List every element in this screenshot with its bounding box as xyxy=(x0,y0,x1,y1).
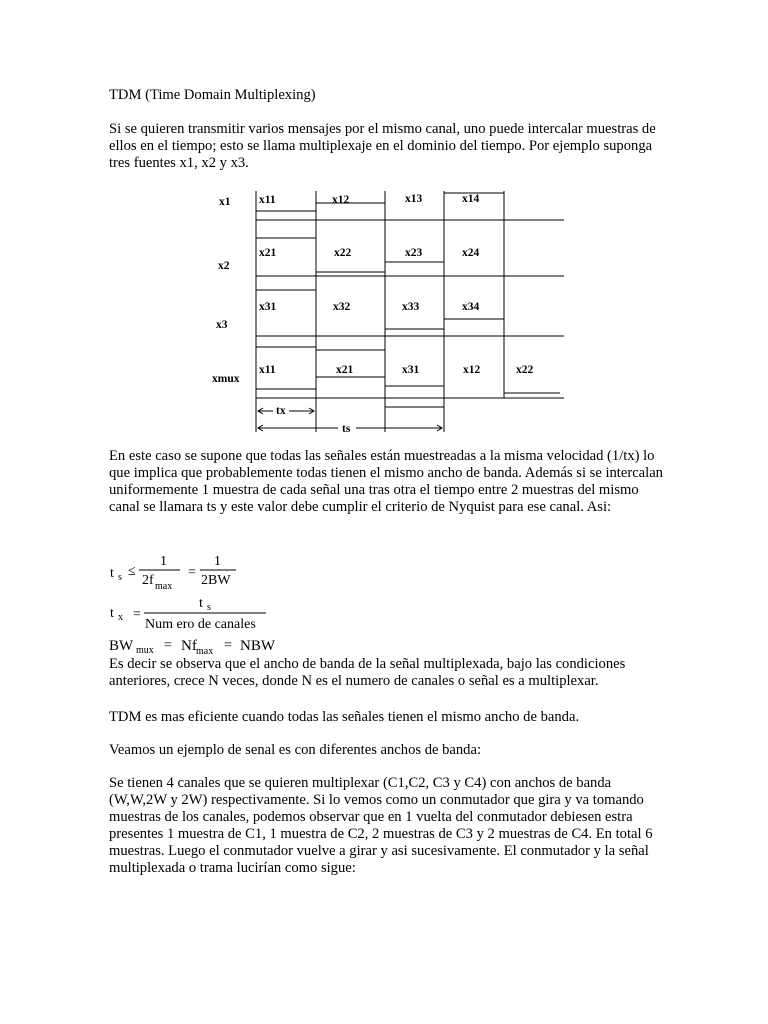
xmux-sample-5: x22 xyxy=(516,364,534,376)
x3-sample-4: x34 xyxy=(462,301,480,313)
tdm-timing-diagram xyxy=(0,185,768,435)
f3-bw: BW xyxy=(109,638,134,654)
f3-nf: Nf xyxy=(181,638,197,654)
f1-2bw: 2BW xyxy=(201,573,231,588)
x2-sample-1: x21 xyxy=(259,247,277,259)
x2-sample-3: x23 xyxy=(405,247,423,259)
x3-sample-3: x33 xyxy=(402,301,420,313)
xmux-sample-2: x21 xyxy=(336,364,354,376)
f1-numerator-2: 1 xyxy=(214,554,221,569)
tx-label: tx xyxy=(276,405,286,417)
f1-2f: 2f xyxy=(142,573,154,588)
example-intro-paragraph: Veamos un ejemplo de senal es con diferentes anchos de banda: xyxy=(109,742,482,758)
xmux-sample-3: x31 xyxy=(402,364,420,376)
row-label-x2: x2 xyxy=(218,260,230,272)
ts-label: ts xyxy=(342,423,351,435)
f1-numerator: 1 xyxy=(160,554,167,569)
x1-sample-1: x11 xyxy=(259,194,276,206)
intro-paragraph: Si se quieren transmitir varios mensajes por el mismo canal, uno puede intercalar muestras de ellos en el tiempo; esto se llama multiplexaje en el dominio del tiempo. Por ejemplo suponga tres fuentes x1, x2 y x3. xyxy=(109,121,656,171)
f2-tx-sub: x xyxy=(118,612,123,623)
example-paragraph: Se tienen 4 canales que se quieren multiplexar (C1,C2, C3 y C4) con anchos de banda (W,W,2W y 2W) respectivamente. Si lo vemos como un conmutador que gira y va tomando muestras de los canales, podemos observar que en 1 vuelta del conmutador debiesen estra presentes 1 muestra de C1, 1 muestra de C2, 2 muestras de C3 y 2 muestras de C4. En total 6 muestras. Luego el conmutador vuelve a girar y asi sucesivamente. El conmutador y la señal multiplexada o trama lucirían como sigue: xyxy=(109,775,653,876)
x1-sample-2: x12 xyxy=(332,194,350,206)
f2-eq: = xyxy=(133,607,141,622)
f1-leq: ≤ xyxy=(128,564,136,579)
sampling-paragraph: En este caso se supone que todas las señales están muestreadas a la misma velocidad (1/tx) lo que implica que probablemente todas tienen el mismo ancho de banda. Además si se intercalan uniformemente 1 muestra de cada señal una tras otra el tiempo entre 2 muestras del mismo canal se llamara ts y este valor debe cumplir el criterio de Nyquist para ese canal. Asi: xyxy=(109,448,663,515)
row-label-x1: x1 xyxy=(219,196,231,208)
x1-sample-4: x14 xyxy=(462,193,480,205)
f2-num-canales: Num ero de canales xyxy=(145,617,256,632)
x1-sample-3: x13 xyxy=(405,193,423,205)
f2-tx: t xyxy=(110,606,114,621)
f1-eq: = xyxy=(188,565,196,580)
f1-ts: t xyxy=(110,566,114,581)
nyquist-formulas xyxy=(0,540,400,658)
efficiency-paragraph: TDM es mas eficiente cuando todas las señales tienen el mismo ancho de banda. xyxy=(109,709,580,725)
row-label-x3: x3 xyxy=(216,319,228,331)
f2-ts-num: t xyxy=(199,596,203,611)
xmux-sample-4: x12 xyxy=(463,364,481,376)
document-title: TDM (Time Domain Multiplexing) xyxy=(109,87,316,103)
f3-eq-2: = xyxy=(224,638,232,653)
bandwidth-paragraph: Es decir se observa que el ancho de banda de la señal multiplexada, bajo las condiciones anteriores, crece N veces, donde N es el numero de canales o señal es a multiplexar. xyxy=(109,656,626,689)
f3-eq: = xyxy=(164,638,172,653)
f1-max: max xyxy=(155,581,173,592)
f3-nbw: NBW xyxy=(240,638,275,654)
x3-sample-1: x31 xyxy=(259,301,277,313)
f3-mux: mux xyxy=(136,645,154,656)
f3-max: max xyxy=(196,646,214,657)
row-label-xmux: xmux xyxy=(212,373,240,385)
x2-sample-2: x22 xyxy=(334,247,352,259)
x3-sample-2: x32 xyxy=(333,301,351,313)
f2-ts-num-sub: s xyxy=(207,602,211,613)
xmux-sample-1: x11 xyxy=(259,364,276,376)
x2-sample-4: x24 xyxy=(462,247,480,259)
f1-ts-sub: s xyxy=(118,572,122,583)
